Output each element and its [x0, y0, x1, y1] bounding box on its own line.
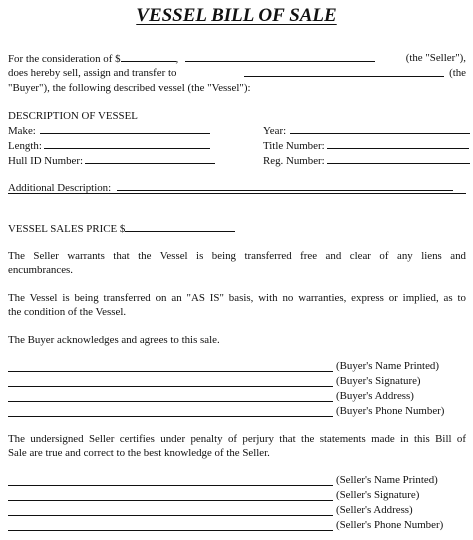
make-row: Make: Year:	[8, 124, 466, 138]
year-field: Year:	[263, 124, 470, 138]
buyer-name-blank[interactable]	[244, 67, 444, 77]
seller-address-line[interactable]	[8, 504, 333, 516]
description-heading: DESCRIPTION OF VESSEL	[8, 110, 138, 122]
warranty-line-2: encumbrances.	[8, 264, 74, 276]
intro-line-1: For the consideration of $ , (the "Seller"),	[8, 52, 466, 65]
buyer-signature-line[interactable]	[8, 375, 333, 387]
buyer-address-line[interactable]	[8, 390, 333, 402]
reg-number-blank[interactable]	[327, 154, 470, 164]
as-is-line-2: the condition of the Vessel.	[8, 306, 127, 318]
title-number-field: Title Number:	[263, 139, 469, 153]
buyer-acknowledgement: The Buyer acknowledges and agrees to this sale.	[8, 334, 220, 346]
reg-number-field: Reg. Number:	[263, 154, 470, 168]
seller-signature-label: (Seller's Signature)	[336, 489, 420, 501]
seller-phone-label: (Seller's Phone Number)	[336, 519, 444, 531]
additional-description-row: Additional Description:	[8, 181, 466, 195]
year-blank[interactable]	[290, 124, 470, 134]
title-number-blank[interactable]	[327, 139, 469, 149]
seller-phone-line[interactable]	[8, 519, 333, 531]
additional-description-blank-2[interactable]	[8, 192, 466, 194]
warranty-line-1: The Seller warrants that the Vessel is being transferred free and clear of any liens and	[8, 250, 466, 262]
sales-price-row: VESSEL SALES PRICE $	[8, 222, 466, 236]
buyer-name-printed-line[interactable]	[8, 360, 333, 372]
intro-line-3: "Buyer"), the following described vessel (the "Vessel"):	[8, 82, 251, 94]
intro-line-2: does hereby sell, assign and transfer to (the	[8, 67, 466, 79]
seller-name-printed-line[interactable]	[8, 474, 333, 486]
make-blank[interactable]	[40, 124, 210, 134]
document-title: VESSEL BILL OF SALE	[136, 5, 337, 26]
seller-name-printed-label: (Seller's Name Printed)	[336, 474, 438, 486]
buyer-address-label: (Buyer's Address)	[336, 390, 414, 402]
seller-address-label: (Seller's Address)	[336, 504, 413, 516]
buyer-name-printed-label: (Buyer's Name Printed)	[336, 360, 439, 372]
seller-name-blank[interactable]	[185, 52, 375, 62]
length-row: Length: Title Number:	[8, 139, 466, 153]
hull-id-row: Hull ID Number: Reg. Number:	[8, 154, 466, 168]
consideration-amount-blank[interactable]	[121, 52, 176, 62]
buyer-phone-line[interactable]	[8, 405, 333, 417]
as-is-line-1: The Vessel is being transferred on an "AS IS" basis, with no warranties, express or implied, as to	[8, 292, 466, 304]
certification-line-1: The undersigned Seller certifies under penalty of perjury that the statements made in this Bill of	[8, 433, 466, 445]
hull-id-blank[interactable]	[85, 154, 215, 164]
buyer-phone-label: (Buyer's Phone Number)	[336, 405, 445, 417]
length-blank[interactable]	[44, 139, 210, 149]
additional-description-blank[interactable]	[117, 181, 453, 191]
sales-price-blank[interactable]	[125, 222, 235, 232]
certification-line-2: Sale are true and correct to the best knowledge of the Seller.	[8, 447, 270, 459]
buyer-signature-label: (Buyer's Signature)	[336, 375, 421, 387]
seller-signature-line[interactable]	[8, 489, 333, 501]
